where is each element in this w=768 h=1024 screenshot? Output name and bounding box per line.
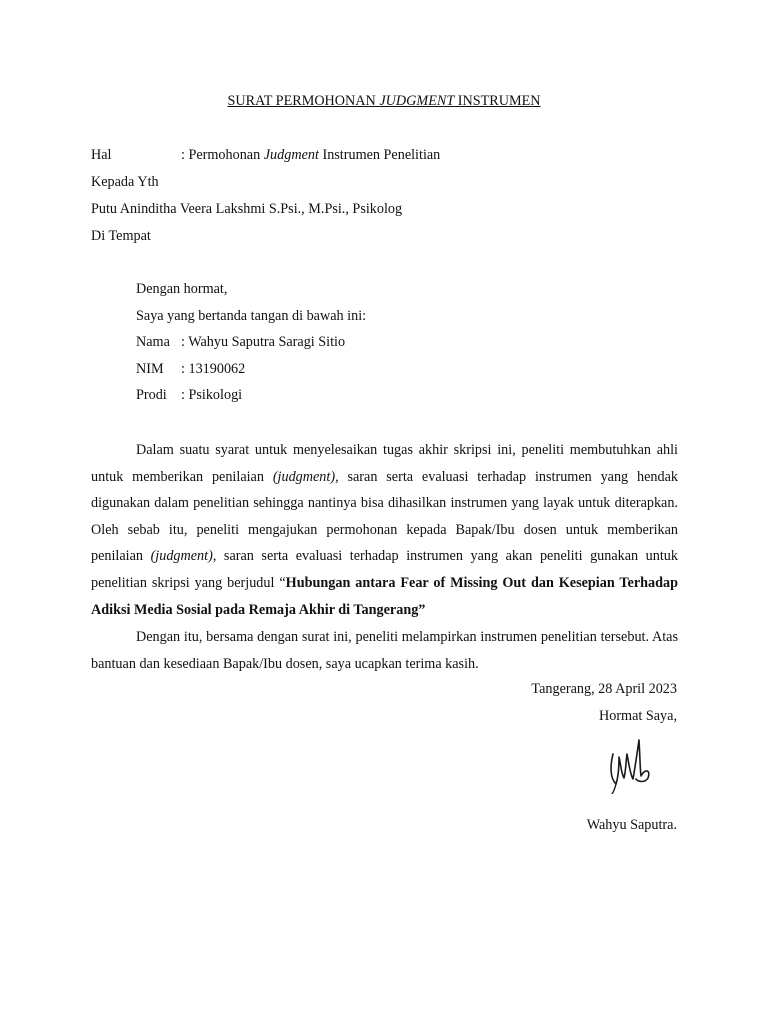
- recipient-kepada: Kepada Yth: [91, 174, 159, 190]
- body-paragraph-2: Dengan itu, bersama dengan surat ini, peneliti melampirkan instrumen penelitian tersebut. Atas bantuan dan kesediaan Bapak/Ibu dosen, saya ucapkan terima kasih.: [91, 629, 678, 672]
- recipient-place: Di Tempat: [91, 228, 151, 244]
- hal-value: : Permohonan Judgment Instrumen Penelitian: [181, 147, 441, 163]
- identity-label-nim: NIM: [136, 361, 164, 377]
- hal-label: Hal: [91, 147, 112, 163]
- signer-name: Wahyu Saputra.: [586, 817, 677, 833]
- greeting: Dengan hormat,: [136, 281, 228, 297]
- identity-value-prodi: : Psikologi: [181, 387, 243, 403]
- identity-value-nim: : 13190062: [181, 361, 246, 377]
- identity-label-nama: Nama: [136, 334, 170, 350]
- closing-salutation: Hormat Saya,: [598, 708, 677, 724]
- letter-title: SURAT PERMOHONAN JUDGMENT INSTRUMEN: [227, 93, 541, 109]
- handwritten-signature: [604, 732, 654, 794]
- identity-value-nama: : Wahyu Saputra Saragi Sitio: [181, 334, 346, 350]
- body-paragraph-1: Dalam suatu syarat untuk menyelesaikan tugas akhir skripsi ini, peneliti membutuhkan ahli untuk memberikan penilaian (judgment), saran serta evaluasi terhadap instrumen yang hendak digunakan dalam penelitian sehingga nantinya bisa dihasilkan instrumen yang layak untuk diterapkan. Oleh sebab itu, peneliti mengajukan permohonan kepada Bapak/Ibu dosen untuk memberikan penilaian (judgment), saran serta evaluasi terhadap instrumen yang akan peneliti gunakan untuk penelitian skripsi yang berjudul “Hubungan antara Fear of Missing Out dan Kesepian Terhadap Adiksi Media Sosial pada Remaja Akhir di Tangerang”: [91, 442, 679, 618]
- identity-label-prodi: Prodi: [136, 387, 167, 403]
- recipient-name: Putu Aninditha Veera Lakshmi S.Psi., M.Psi., Psikolog: [91, 201, 403, 217]
- closing-date: Tangerang, 28 April 2023: [531, 681, 677, 697]
- intro-line: Saya yang bertanda tangan di bawah ini:: [136, 308, 367, 324]
